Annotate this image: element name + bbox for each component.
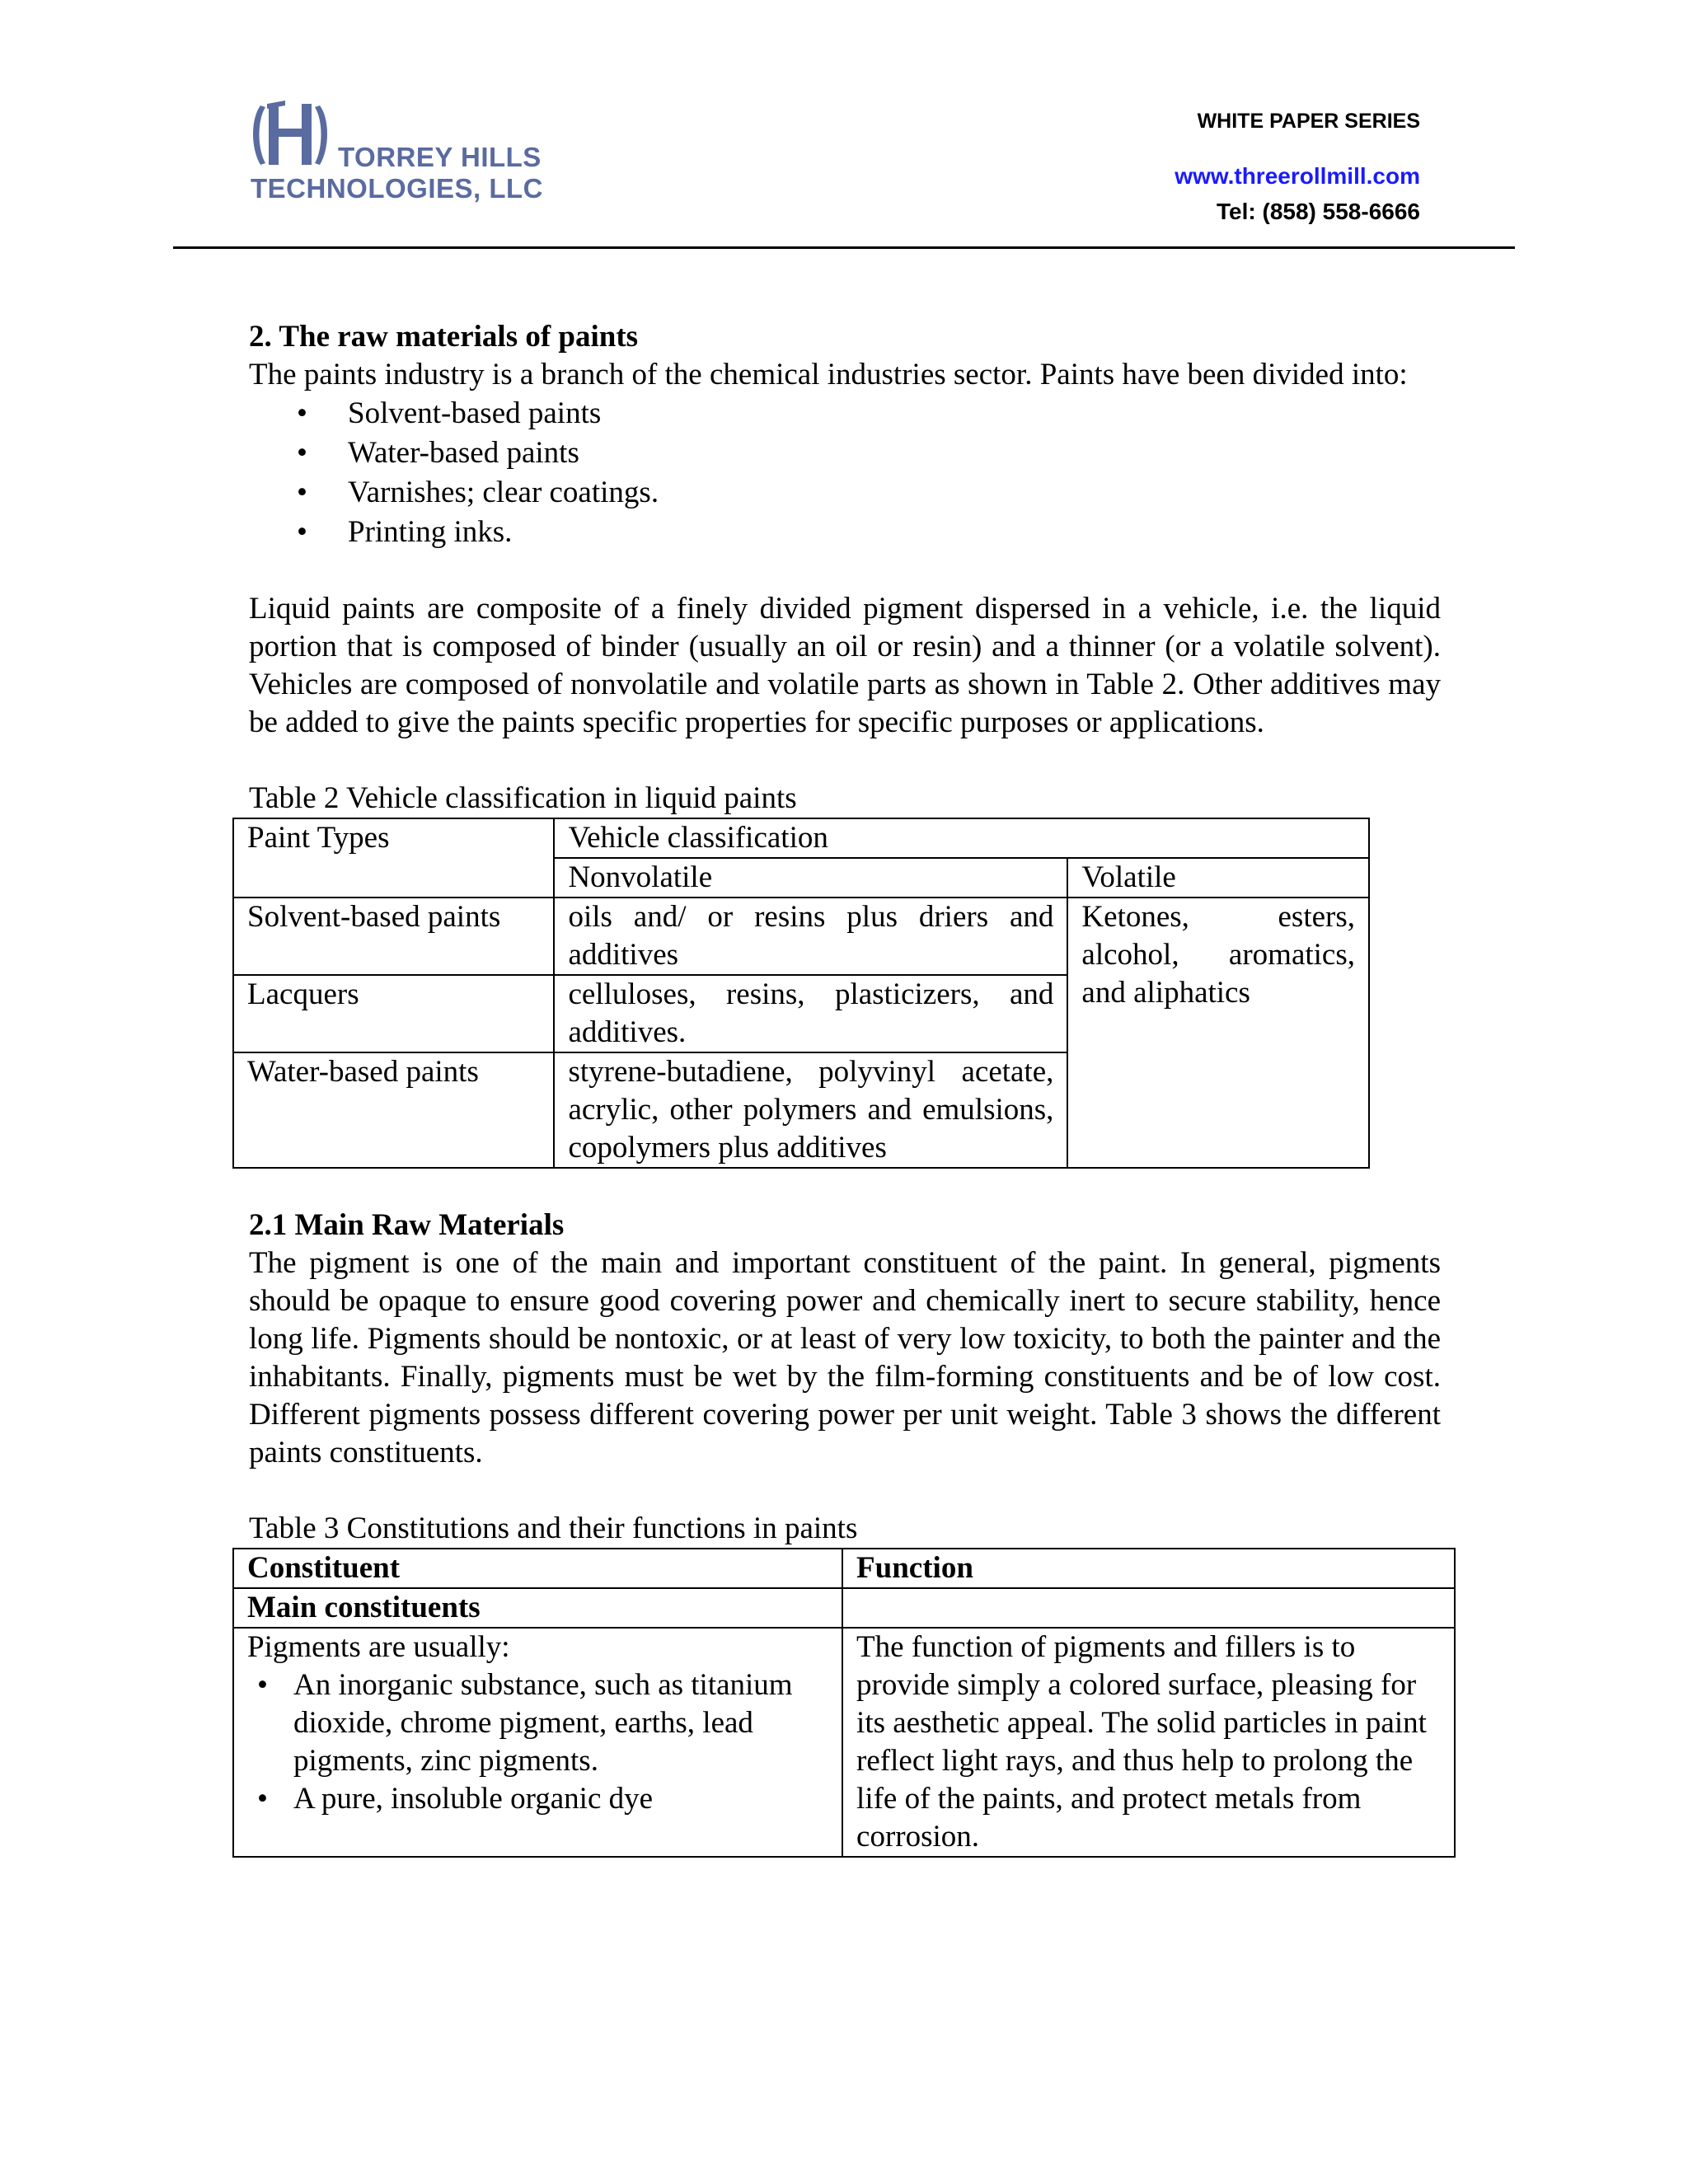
section-2-heading: 2. The raw materials of paints [249,320,639,354]
group-main-constituents: Main constituents [233,1588,842,1628]
section-2-intro: The paints industry is a branch of the chemical industries sector. Paints have been divided into: [249,358,1408,391]
pigments-list [247,1666,828,1818]
cell-nonvolatile: styrene-butadiene, polyvinyl acetate, acrylic, other polymers and emulsions, copolymers plus additives [554,1052,1067,1168]
header-vehicle-classification: Vehicle classification [554,818,1369,858]
th-monogram-icon [249,101,331,168]
logo-line-1: TORREY HILLS [338,142,542,172]
white-paper-series-label: WHITE PAPER SERIES [1197,110,1420,133]
spacer [249,742,1441,780]
table-header-row [233,818,1369,858]
header-volatile: Volatile [1067,858,1369,898]
liquid-paints-paragraph: Liquid paints are composite of a finely divided pigment dispersed in a vehicle, i.e. the liquid portion that is composed of binder (usually an oil or resin) and a thinner (or a volatile solvent). Vehicles are composed of nonvolatile and volatile parts as shown in Table 2. Other additives may be added to give the paints specific properties for specific purposes or applications. [249,592,1441,739]
header-constituent: Constituent [233,1549,842,1588]
spacer [249,1472,1441,1510]
section-2-1-heading: 2.1 Main Raw Materials [249,1208,565,1242]
cell-nonvolatile: celluloses, resins, plasticizers, and additives. [554,975,1067,1052]
table-2-caption: Table 2 Vehicle classification in liquid paints [249,781,797,815]
document-body [249,318,1441,1858]
constituents-table [232,1548,1456,1858]
cell-volatile: Ketones, esters, alcohol, aromatics, and aliphatics [1067,898,1369,1168]
header-function: Function [842,1549,1455,1588]
list-item: • An inorganic substance, such as titanium dioxide, chrome pigment, earths, lead pigments, zinc pigments. [247,1666,828,1780]
logo-line-2: TECHNOLOGIES, LLC [251,173,543,204]
list-item: • Varnishes; clear coatings. [297,473,1441,513]
empty-cell [842,1588,1455,1628]
cell-paint-type: Lacquers [233,975,554,1052]
spacer [249,1169,1441,1207]
table-header-row [233,1549,1455,1588]
cell-paint-type: Solvent-based paints [233,898,554,975]
cell-pigments-function: The function of pigments and fillers is to provide simply a colored surface, pleasing for its aesthetic appeal. The solid particles in paint reflect light rays, and thus help to prolong the life of the paints, and protect metals from corrosion. [842,1628,1455,1857]
header-paint-types: Paint Types [233,818,554,898]
list-item: • A pure, insoluble organic dye [247,1780,828,1818]
paint-types-list [249,394,1441,552]
vehicle-classification-table [232,818,1370,1169]
cell-pigments [233,1628,842,1857]
table-row [233,898,1369,975]
list-item: • Printing inks. [297,513,1441,552]
table-group-row [233,1588,1455,1628]
pigments-intro: Pigments are usually: [247,1630,510,1664]
spacer [249,552,1441,590]
table-3-caption: Table 3 Constitutions and their functions in paints [249,1511,858,1545]
header-divider [173,246,1515,249]
website-link[interactable]: www.threerollmill.com [1175,163,1420,189]
company-logo [249,101,544,203]
table-row [233,1628,1455,1857]
list-item: • Water-based paints [297,434,1441,473]
cell-nonvolatile: oils and/ or resins plus driers and additives [554,898,1067,975]
telephone-number: Tel: (858) 558-6666 [1217,199,1420,224]
cell-paint-type: Water-based paints [233,1052,554,1168]
list-item: • Solvent-based paints [297,394,1441,434]
pigment-paragraph: The pigment is one of the main and important constituent of the paint. In general, pigments should be opaque to ensure good covering power and chemically inert to secure stability, hence long life. Pigments should be nontoxic, or at least of very low toxicity, to both the painter and the inhabitants. Finally, pigments must be wet by the film-forming constituents and be of low cost. Different pigments possess different covering power per unit weight. Table 3 shows the different paints constituents. [249,1246,1441,1469]
header-nonvolatile: Nonvolatile [554,858,1067,898]
